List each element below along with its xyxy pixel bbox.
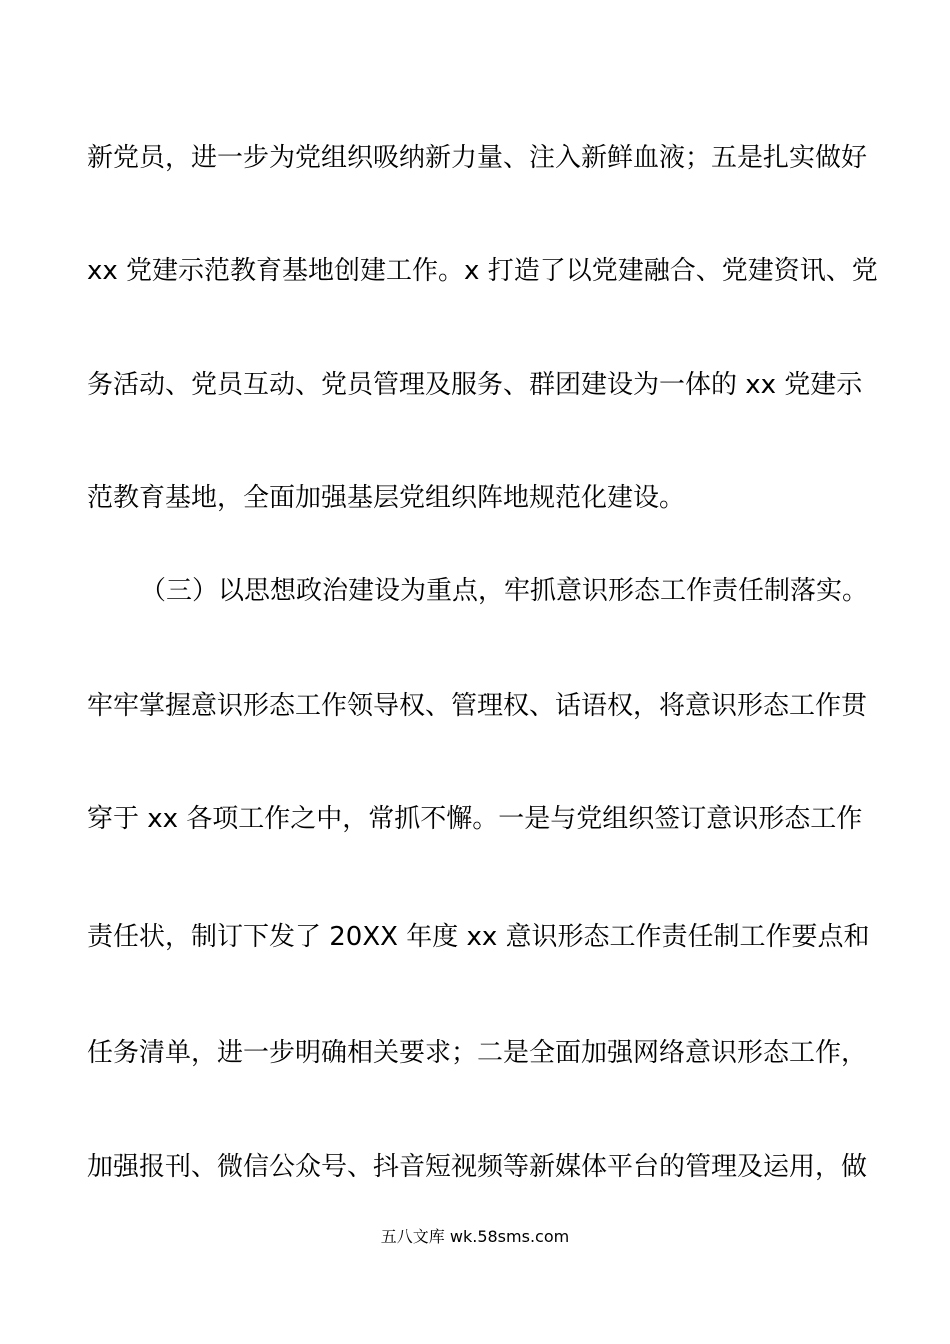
body-text-line: 任务清单，进一步明确相关要求；二是全面加强网络意识形态工作， <box>87 1038 868 1068</box>
body-text-line: 范教育基地，全面加强基层党组织阵地规范化建设。 <box>87 483 686 513</box>
body-text-line: 牢牢掌握意识形态工作领导权、管理权、话语权，将意识形态工作贯 <box>87 691 868 721</box>
body-text-line: 新党员，进一步为党组织吸纳新力量、注入新鲜血液；五是扎实做好 <box>87 143 868 173</box>
body-text-line: 穿于 xx 各项工作之中，常抓不懈。一是与党组织签订意识形态工作 <box>87 804 863 834</box>
body-text-line: xx 党建示范教育基地创建工作。x 打造了以党建融合、党建资讯、党 <box>87 256 878 286</box>
body-text-line: 务活动、党员互动、党员管理及服务、群团建设为一体的 xx 党建示 <box>87 370 863 400</box>
section-heading: （三）以思想政治建设为重点，牢抓意识形态工作责任制落实。 <box>140 576 869 606</box>
footer-watermark: 五八文库 wk.58sms.com <box>380 1227 570 1246</box>
body-text-line: 责任状，制订下发了 20XX 年度 xx 意识形态工作责任制工作要点和 <box>87 922 870 952</box>
body-text-line: 加强报刊、微信公众号、抖音短视频等新媒体平台的管理及运用，做 <box>87 1152 868 1182</box>
